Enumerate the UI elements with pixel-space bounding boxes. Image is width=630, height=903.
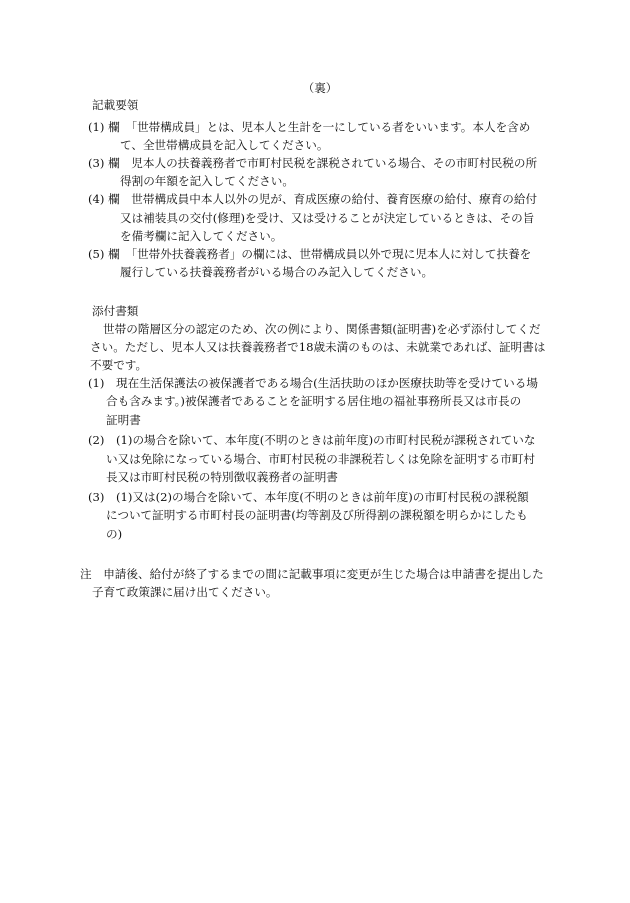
instruction-line: て、全世帯構成員を記入してください。 — [120, 138, 329, 152]
instructions-heading: 記載要領 — [92, 98, 139, 112]
instruction-line: を備考欄に記入してください。 — [120, 229, 283, 243]
instruction-line: 得割の年額を記入してください。 — [120, 174, 294, 188]
instruction-line: (5) 欄 「世帯外扶養義務者」の欄には、世帯構成員以外で現に児本人に対して扶養を — [88, 247, 532, 261]
attachment-line: について証明する市町村長の証明書(均等割及び所得割の課税額を明らかにしたも — [106, 508, 528, 522]
attachment-line: い又は免除になっている場合、市町村民税の非課税若しくは免除を証明する市町村 — [106, 452, 535, 466]
instruction-line: (3) 欄 児本人の扶養義務者で市町村民税を課税されている場合、その市町村民税の所 — [88, 156, 538, 170]
attachment-line: (3) (1)又は(2)の場合を除いて、本年度(不明のときは前年度)の市町村民税の課税額 — [88, 490, 529, 504]
attachments-heading: 添付書類 — [92, 304, 139, 318]
intro-line: 不要です。 — [90, 358, 148, 372]
attachment-line: (2) (1)の場合を除いて、本年度(不明のときは前年度)の市町村民税が課税されていな — [88, 433, 536, 447]
attachment-line: (1) 現在生活保護法の被保護者である場合(生活扶助のほか医療扶助等を受けている場 — [88, 376, 538, 390]
instruction-line: 履行している扶養義務者がいる場合のみ記入してください。 — [120, 265, 434, 279]
instruction-line: 又は補装具の交付(修理)を受け、又は受けることが決定しているときは、その旨 — [120, 211, 535, 225]
attachment-line: 証明書 — [106, 413, 141, 427]
attachment-line: 長又は市町村民税の特別徴収義務者の証明書 — [106, 470, 338, 484]
instruction-line: (4) 欄 世帯構成員中本人以外の児が、育成医療の給付、養育医療の給付、療育の給付 — [88, 192, 538, 206]
instruction-line: (1) 欄 「世帯構成員」とは、児本人と生計を一にしている者をいいます。本人を含め — [88, 120, 531, 134]
page-side-label: （裏） — [302, 81, 338, 95]
note-line: 注 申請後、給付が終了するまでの間に記載事項に変更が生じた場合は申請書を提出した — [80, 567, 544, 581]
intro-line: さい。ただし、児本人又は扶養義務者で18歳未満のものは、未就業であれば、証明書は — [90, 340, 546, 354]
note-line: 子育て政策課に届け出てください。 — [92, 585, 278, 599]
attachment-line: 合も含みます。)被保護者であることを証明する居住地の福祉事務所長又は市長の — [106, 394, 522, 408]
intro-line: 世帯の階層区分の認定のため、次の例により、関係書類(証明書)を必ず添付してくだ — [103, 322, 541, 336]
attachment-line: の) — [106, 527, 123, 541]
